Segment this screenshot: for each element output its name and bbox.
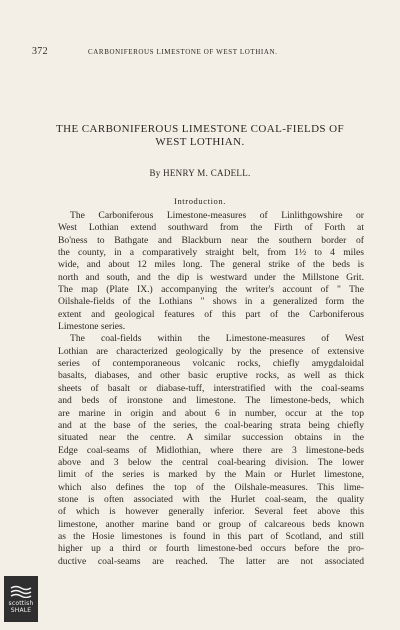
body-line: limestone, another marine band or group of calcareous beds known — [58, 518, 364, 530]
logo-text-scottish: scottish — [8, 600, 34, 607]
body-line: and beds of ironstone and limestone. The limestone-beds, which — [58, 395, 364, 407]
body-line: The map (Plate IX.) accompanying the writer's account of " The — [58, 284, 364, 296]
body-line: Limestone series. — [58, 321, 126, 333]
article-title-line-2: WEST LOTHIAN. — [155, 136, 245, 148]
section-heading: Introduction. — [174, 196, 226, 206]
body-line: and at the base of the series, the coal-bearing strata being chiefly — [58, 419, 364, 431]
scottish-shale-logo — [4, 576, 38, 622]
body-text — [58, 210, 364, 568]
body-line: sheets of basalt or diabase-tuff, interstratified with the coal-seams — [58, 382, 364, 394]
body-line: Edge coal-seams of Midlothian, where there are 3 limestone-beds — [58, 444, 364, 456]
body-line: as the Hosie limestones is found in this part of Scotland, and still — [58, 530, 364, 542]
body-line: series of contemporaneous volcanic rocks, chiefly amygdaloidal — [58, 358, 364, 370]
article-title-line-1: THE CARBONIFEROUS LIMESTONE COAL-FIELDS OF — [56, 123, 344, 135]
body-line: limit of the series is marked by the Main or Hurlet limestone, — [58, 469, 364, 481]
article-title — [46, 123, 354, 149]
body-line: the county, in a comparatively straight belt, from 1½ to 4 miles — [58, 247, 364, 259]
body-line: basalts, diabases, and other basic eruptive rocks, as well as thick — [58, 370, 364, 382]
body-line: West Lothian extend southward from the Firth of Forth at — [58, 222, 364, 234]
body-line: Oilshale-fields of the Lothians " shows in a generalized form the — [58, 296, 364, 308]
body-line: ductive coal-seams are reached. The latter are not associated — [58, 555, 364, 567]
body-line: extent and geological features of this part of the Carboniferous — [58, 308, 364, 320]
body-line: above and 3 below the central coal-bearing division. The lower — [58, 456, 364, 468]
page-number: 372 — [32, 46, 48, 57]
body-line: The Carboniferous Limestone-measures of Linlithgowshire or — [70, 210, 364, 221]
body-line: wide, and about 12 miles long. The general strike of the beds is — [58, 259, 364, 271]
body-line: Lothian are characterized geologically by the presence of extensive — [58, 345, 364, 357]
body-line: stone is often associated with the Hurlet coal-seam, the quality — [58, 493, 364, 505]
body-line: situated near the centre. A similar succession obtains in the — [58, 432, 364, 444]
running-title: CARBONIFEROUS LIMESTONE OF WEST LOTHIAN. — [88, 48, 278, 56]
body-line: which also defines the top of the Oilshale-measures. This lime- — [58, 481, 364, 493]
body-line: north and south, and the dip is westward under the Millstone Grit. — [58, 271, 364, 283]
body-line: The coal-fields within the Limestone-measures of West — [70, 333, 364, 345]
author-line: By HENRY M. CADELL. — [149, 168, 251, 178]
body-line: of which is however generally inferior. Several feet above this — [58, 506, 364, 518]
body-line: higher up a third or fourth limestone-bed occurs before the pro- — [58, 543, 364, 555]
logo-text-shale: SHALE — [10, 607, 32, 614]
body-line: are marine in origin and about 6 in number, occur at the top — [58, 407, 364, 419]
shale-strata-icon — [10, 584, 32, 598]
body-line: Bo'ness to Bathgate and Blackburn near the southern border of — [58, 234, 364, 246]
